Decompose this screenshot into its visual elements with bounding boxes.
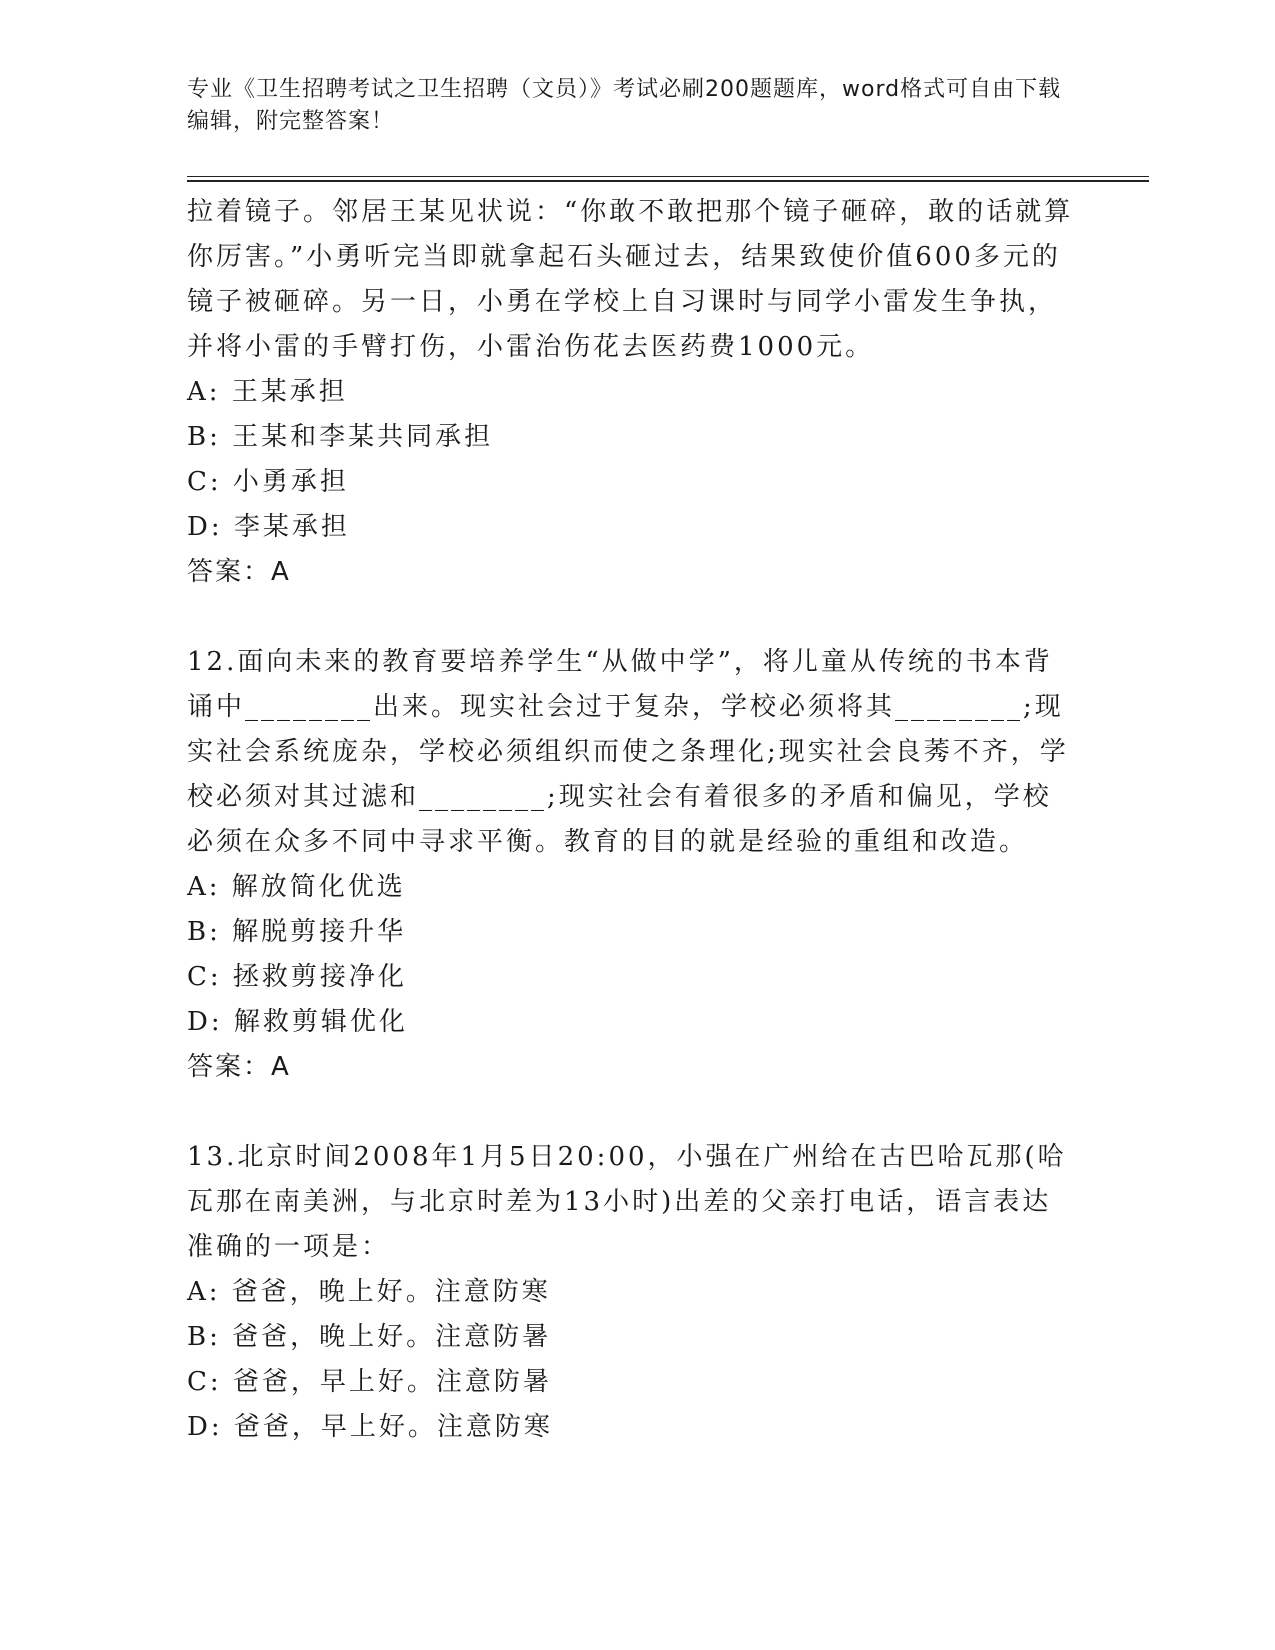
answer-line: 答案：A [187, 1052, 291, 1082]
option-d: D: 解救剪辑优化 [187, 1007, 408, 1037]
question-block-13 [187, 1135, 1077, 1450]
question-text: 12.面向未来的教育要培养学生“从做中学”，将儿童从传统的书本背诵中________出来。现实社会过于复杂，学校必须将其________;现实社会系统庞杂，学校必须组织而使之条理化;现实社会良莠不齐，学校必须对其过滤和________;现实社会有着很多的矛盾和偏见，学校必须在众多不同中寻求平衡。教育的目的就是经验的重组和改造。 [187, 647, 1069, 857]
option-a: A: 爸爸，晚上好。注意防寒 [187, 1277, 551, 1307]
header-title: 专业《卫生招聘考试之卫生招聘（文员）》考试必刷200题题库，word格式可自由下载编辑，附完整答案！ [187, 77, 1062, 134]
option-b: B: 爸爸，晚上好。注意防暑 [187, 1322, 552, 1352]
option-c: C: 拯救剪接净化 [187, 962, 407, 992]
answer-line: 答案：A [187, 557, 291, 587]
option-b: B: 解脱剪接升华 [187, 917, 407, 947]
question-block-12 [187, 640, 1077, 1090]
spacer [187, 595, 1077, 640]
question-text: 拉着镜子。邻居王某见状说：“你敢不敢把那个镜子砸碎，敢的话就算你厉害。”小勇听完当即就拿起石头砸过去，结果致使价值600多元的镜子被砸碎。另一日，小勇在学校上自习课时与同学小雷发生争执，并将小雷的手臂打伤，小雷治伤花去医药费1000元。 [187, 197, 1074, 362]
header-divider-thick [187, 180, 1149, 182]
question-text: 13.北京时间2008年1月5日20:00，小强在广州给在古巴哈瓦那(哈瓦那在南美洲，与北京时差为13小时)出差的父亲打电话，语言表达准确的一项是： [187, 1142, 1067, 1262]
option-a: A: 解放简化优选 [187, 872, 406, 902]
option-b: B: 王某和李某共同承担 [187, 422, 494, 452]
option-d: D: 李某承担 [187, 512, 350, 542]
option-d: D: 爸爸，早上好。注意防寒 [187, 1412, 553, 1442]
spacer [187, 1090, 1077, 1135]
option-c: C: 小勇承担 [187, 467, 349, 497]
document-header [187, 74, 1067, 138]
document-body [187, 190, 1077, 1450]
header-divider-thin [187, 176, 1149, 177]
question-block-11 [187, 190, 1077, 595]
option-a: A: 王某承担 [187, 377, 348, 407]
option-c: C: 爸爸，早上好。注意防暑 [187, 1367, 552, 1397]
